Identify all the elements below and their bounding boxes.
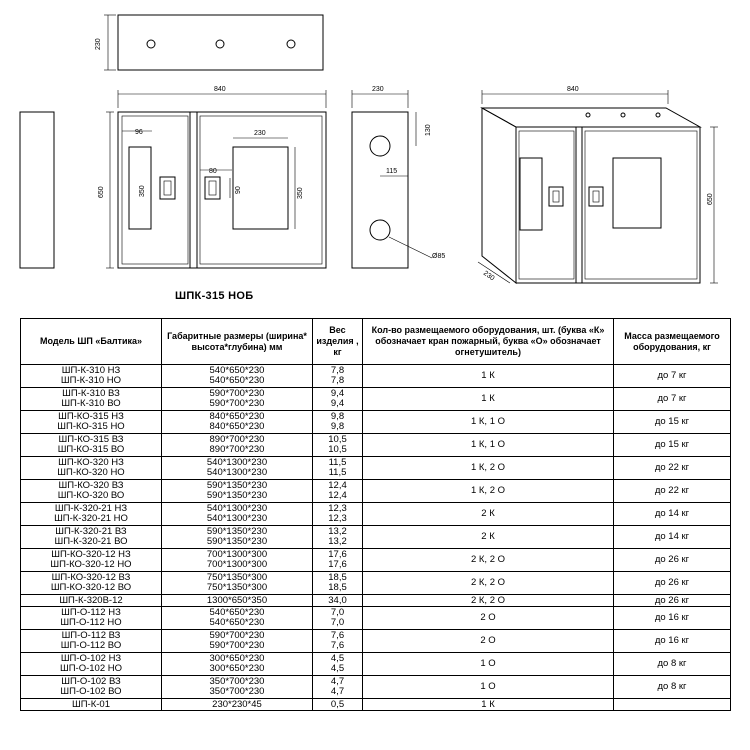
mass-cell: до 16 кг [614,630,731,653]
size-cell [162,699,313,711]
size-cell-line: 540*1300*230 [206,513,268,524]
table-row [21,434,731,457]
size-cell [162,549,313,572]
size-cell-line: 540*650*230 [209,375,265,386]
weight-cell [313,434,363,457]
model-cell-line: ШП-О-102 ВЗ [61,676,121,687]
model-cell-line: ШП-КО-320 ВЗ [58,480,124,491]
weight-cell-line: 17,6 [328,559,347,570]
mass-cell: до 26 кг [614,572,731,595]
model-cell [21,457,162,480]
table-row [21,480,731,503]
equipment-cell: 1 О [363,676,614,699]
model-cell-line: ШП-К-310 НЗ [61,365,121,376]
weight-cell-line: 0,5 [330,698,345,710]
mass-cell: до 7 кг [614,388,731,411]
model-cell [21,549,162,572]
weight-cell-line: 13,2 [328,536,347,547]
weight-cell-line: 11,5 [328,457,347,468]
model-cell [21,526,162,549]
size-cell-line: 750*1350*300 [206,582,268,593]
dim-front-height: 650 [98,186,105,198]
dim-iso-depth: 230 [481,269,496,283]
table-row [21,595,731,607]
equipment-cell: 1 К, 2 О [363,457,614,480]
dim-left-panel-width: 96 [135,129,143,136]
left-side-view [20,112,54,268]
size-cell [162,434,313,457]
model-cell-line: ШП-О-102 НО [60,663,122,674]
model-cell-line: ШП-КО-320 НО [57,467,125,478]
size-cell-line: 590*1350*230 [206,480,268,491]
table-row [21,457,731,480]
table-row [21,699,731,711]
equipment-cell: 2 К, 2 О [363,572,614,595]
model-cell-line: ШП-К-01 [72,698,110,710]
weight-cell [313,630,363,653]
size-cell-line: 1300*650*350 [206,594,268,606]
size-cell-line: 700*1300*300 [206,559,268,570]
size-cell-line: 300*650*230 [209,653,265,664]
model-cell [21,365,162,388]
weight-cell [313,676,363,699]
weight-cell [313,480,363,503]
equipment-cell: 2 К, 2 О [363,595,614,607]
size-cell [162,595,313,607]
equipment-cell: 2 К [363,503,614,526]
size-cell [162,572,313,595]
weight-cell-line: 4,7 [330,676,345,687]
size-cell [162,607,313,630]
mass-cell: до 8 кг [614,676,731,699]
size-cell-line: 590*1350*230 [206,526,268,537]
equipment-cell: 2 О [363,607,614,630]
mass-cell: до 26 кг [614,549,731,572]
size-cell-line: 840*650*230 [209,411,265,422]
model-cell-line: ШП-КО-315 ВО [57,444,125,455]
weight-cell [313,699,363,711]
model-cell-line: ШП-О-102 ВО [60,686,122,697]
model-cell-line: ШП-К-310 ВЗ [62,388,120,399]
weight-cell-line: 10,5 [328,444,347,455]
front-view [106,90,326,268]
size-cell [162,503,313,526]
table-row [21,526,731,549]
model-cell-line: ШП-КО-320-12 ВО [50,582,132,593]
size-cell-line: 540*650*230 [209,617,265,628]
spec-table [20,318,731,711]
model-cell [21,434,162,457]
model-cell-line: ШП-КО-320-12 НО [50,559,132,570]
model-cell-line: ШП-К-320-21 НО [54,513,128,524]
equipment-cell: 2 К [363,526,614,549]
size-cell-line: 590*700*230 [209,398,265,409]
dim-lock-width: 80 [209,168,217,175]
dim-iso-width: 840 [567,86,579,93]
weight-cell-line: 9,8 [330,421,345,432]
size-cell-line: 540*1300*230 [206,503,268,514]
equipment-cell: 1 К [363,365,614,388]
table-row [21,630,731,653]
model-cell [21,572,162,595]
size-cell [162,457,313,480]
model-cell [21,653,162,676]
dim-side-hole-offset: 115 [386,168,398,175]
size-cell-line: 590*700*230 [209,640,265,651]
dim-side-hole-top: 130 [425,124,432,136]
model-cell-line: ШП-КО-320-12 НЗ [51,549,131,560]
size-cell-line: 350*700*230 [209,676,265,687]
table-row [21,607,731,630]
size-cell-line: 590*700*230 [209,630,265,641]
size-cell-line: 590*700*230 [209,388,265,399]
weight-cell [313,653,363,676]
mass-cell: до 22 кг [614,480,731,503]
header-equipment: Кол-во размещаемого оборудования, шт. (буква «К» обозначает кран пожарный, буква «О» обозначает огнетушитель) [363,319,614,365]
dim-side-width: 230 [372,86,384,93]
model-cell-line: ШП-КО-320 ВО [57,490,125,501]
header-weight: Вес изделия , кг [313,319,363,365]
size-cell-line: 230*230*45 [212,698,262,710]
weight-cell-line: 4,5 [330,663,345,674]
size-cell-line: 890*700*230 [209,444,265,455]
dim-right-panel-width: 230 [254,130,266,137]
dim-front-width: 840 [214,86,226,93]
size-cell-line: 750*1350*300 [206,572,268,583]
weight-cell-line: 7,0 [330,617,345,628]
weight-cell-line: 9,4 [330,398,345,409]
mass-cell: до 26 кг [614,595,731,607]
weight-cell-line: 7,0 [330,607,345,618]
header-model: Модель ШП «Балтика» [21,319,162,365]
size-cell-line: 590*1350*230 [206,536,268,547]
weight-cell-line: 7,8 [330,365,345,376]
size-cell-line: 890*700*230 [209,434,265,445]
weight-cell [313,365,363,388]
weight-cell-line: 7,6 [330,640,345,651]
weight-cell-line: 12,4 [328,490,347,501]
table-row [21,503,731,526]
weight-cell-line: 4,7 [330,686,345,697]
table-row [21,676,731,699]
model-cell-line: ШП-КО-315 НЗ [58,411,124,422]
mass-cell [614,699,731,711]
dim-right-panel-height: 350 [297,187,304,199]
size-cell-line: 300*650*230 [209,663,265,674]
size-cell-line: 540*1300*230 [206,467,268,478]
weight-cell [313,607,363,630]
size-cell-line: 540*1300*230 [206,457,268,468]
weight-cell [313,526,363,549]
dim-lock-height: 90 [235,186,242,194]
size-cell [162,630,313,653]
equipment-cell: 1 К, 2 О [363,480,614,503]
size-cell [162,388,313,411]
size-cell-line: 540*650*230 [209,365,265,376]
table-row [21,653,731,676]
weight-cell [313,572,363,595]
weight-cell-line: 4,5 [330,653,345,664]
weight-cell-line: 9,4 [330,388,345,399]
table-row [21,572,731,595]
weight-cell-line: 7,6 [330,630,345,641]
table-row [21,549,731,572]
weight-cell [313,549,363,572]
dim-hole-diameter: Ø85 [432,253,446,260]
model-cell [21,503,162,526]
weight-cell-line: 34,0 [328,594,347,606]
header-mass: Масса размещаемого оборудования, кг [614,319,731,365]
mass-cell: до 15 кг [614,434,731,457]
dim-left-panel-height: 350 [139,185,146,197]
model-cell [21,411,162,434]
model-cell-line: ШП-К-310 ВО [61,398,121,409]
equipment-cell: 1 К, 1 О [363,411,614,434]
model-cell [21,699,162,711]
model-cell [21,388,162,411]
weight-cell-line: 17,6 [328,549,347,560]
equipment-cell: 1 К [363,699,614,711]
weight-cell-line: 18,5 [328,582,347,593]
mass-cell: до 14 кг [614,503,731,526]
table-row [21,411,731,434]
model-cell-line: ШП-К-320В-12 [59,594,123,606]
weight-cell [313,388,363,411]
weight-cell [313,457,363,480]
model-cell-line: ШП-К-320-21 ВО [54,536,128,547]
model-cell-line: ШП-К-320-21 ВЗ [55,526,127,537]
equipment-cell: 1 К [363,388,614,411]
model-cell-line: ШП-К-310 НО [60,375,122,386]
size-cell-line: 700*1300*300 [206,549,268,560]
table-row [21,388,731,411]
weight-cell-line: 12,3 [328,503,347,514]
equipment-cell: 2 К, 2 О [363,549,614,572]
size-cell [162,676,313,699]
drawing-caption: ШПК-315 НОБ [175,290,254,302]
model-cell-line: ШП-КО-320 НЗ [58,457,124,468]
mass-cell: до 15 кг [614,411,731,434]
model-cell-line: ШП-К-320-21 НЗ [54,503,128,514]
dim-top-height: 230 [95,38,102,50]
model-cell-line: ШП-КО-315 ВЗ [58,434,124,445]
equipment-cell: 1 К, 1 О [363,434,614,457]
weight-cell-line: 7,8 [330,375,345,386]
model-cell [21,480,162,503]
size-cell [162,526,313,549]
size-cell-line: 540*650*230 [209,607,265,618]
mass-cell: до 14 кг [614,526,731,549]
weight-cell [313,503,363,526]
isometric-view [478,90,718,283]
mass-cell: до 7 кг [614,365,731,388]
size-cell [162,480,313,503]
equipment-cell: 1 О [363,653,614,676]
weight-cell [313,595,363,607]
technical-drawing [0,0,750,315]
top-view [104,15,323,70]
dim-iso-height: 650 [707,193,714,205]
model-cell-line: ШП-О-112 НЗ [61,607,121,618]
size-cell-line: 350*700*230 [209,686,265,697]
mass-cell: до 8 кг [614,653,731,676]
model-cell-line: ШП-О-112 ВЗ [61,630,121,641]
size-cell-line: 840*650*230 [209,421,265,432]
weight-cell-line: 13,2 [328,526,347,537]
table-body [21,365,731,711]
weight-cell-line: 11,5 [328,467,347,478]
model-cell-line: ШП-КО-320-12 ВЗ [51,572,131,583]
weight-cell [313,411,363,434]
table-header-row [21,319,731,365]
model-cell-line: ШП-О-112 ВО [60,640,122,651]
model-cell-line: ШП-КО-315 НО [57,421,125,432]
size-cell [162,365,313,388]
mass-cell: до 22 кг [614,457,731,480]
model-cell [21,595,162,607]
size-cell [162,411,313,434]
header-size: Габаритные размеры (ширина* высота*глубина) мм [162,319,313,365]
size-cell-line: 590*1350*230 [206,490,268,501]
weight-cell-line: 12,3 [328,513,347,524]
weight-cell-line: 18,5 [328,572,347,583]
model-cell [21,607,162,630]
side-view [352,90,432,268]
model-cell-line: ШП-О-102 НЗ [60,653,122,664]
model-cell-line: ШП-О-112 НО [60,617,122,628]
weight-cell-line: 9,8 [330,411,345,422]
table-row [21,365,731,388]
model-cell [21,630,162,653]
size-cell [162,653,313,676]
model-cell [21,676,162,699]
weight-cell-line: 12,4 [328,480,347,491]
equipment-cell: 2 О [363,630,614,653]
mass-cell: до 16 кг [614,607,731,630]
weight-cell-line: 10,5 [328,434,347,445]
